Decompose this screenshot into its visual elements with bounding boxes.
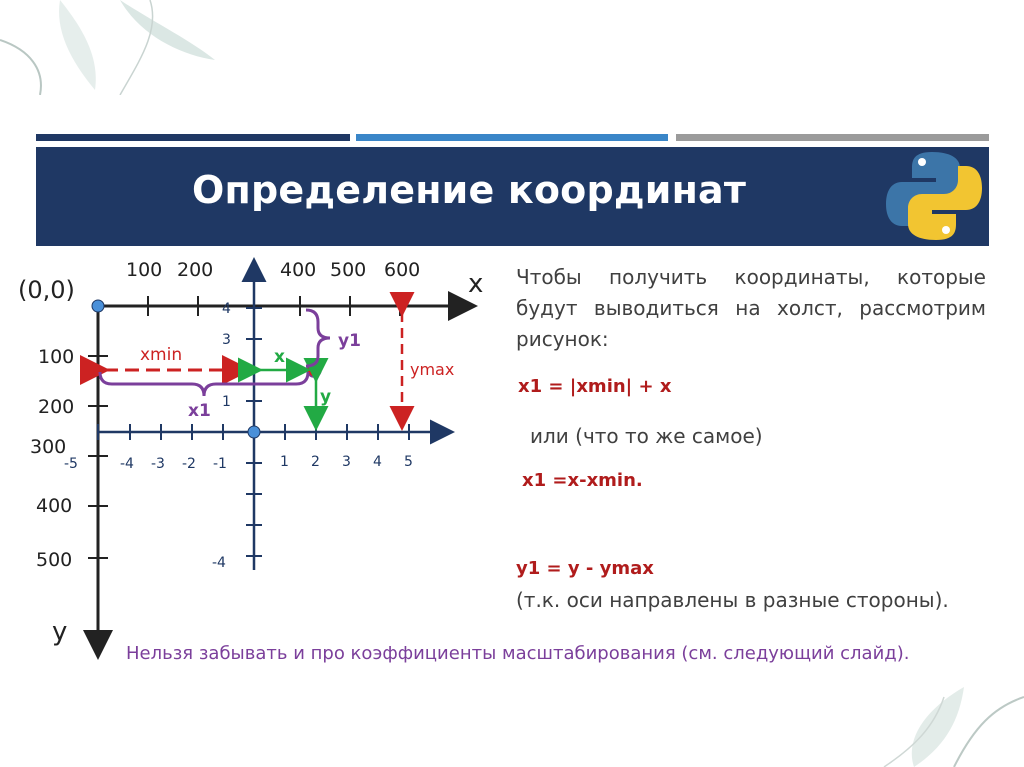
screen-x-tick-label: 100 [126,259,163,281]
intro-text: Чтобы получить координаты, которые будут выводиться на холст, рассмотрим рисунок: [516,265,986,351]
xmin-label: xmin [140,345,183,365]
screen-x-tick-label: 600 [384,259,421,281]
y1-brace [306,310,330,366]
or-same-text: или (что то же самое) [530,424,763,448]
math-y-tick-label: -4 [212,555,226,571]
screen-y-tick-label: 100 [38,346,75,368]
slide-title: Определение координат [192,168,747,212]
header-bar-grey [676,134,989,141]
screen-y-tick-label: 400 [36,495,73,517]
math-x-tick-label: 1 [280,454,289,470]
leaf-decoration-top-left [0,0,230,95]
origin-label: (0,0) [18,276,75,304]
math-x-tick-label: -5 [64,456,78,472]
x-label: x [274,347,285,367]
math-x-tick-label: -2 [182,456,196,472]
math-x-tick-label: 5 [404,454,413,470]
formula-x1-alt: x1 =x-xmin. [522,470,643,491]
header-bar-dark [36,134,350,141]
math-x-tick-label: -3 [151,456,165,472]
math-y-tick-label: 2 [222,363,231,379]
origin-point [92,300,104,312]
formula-y1: y1 = y - ymax [516,558,654,579]
y1-label: y1 [338,331,361,351]
math-x-tick-label: -4 [120,456,134,472]
python-logo-icon [884,148,984,244]
math-y-tick-labels [212,301,231,571]
screen-y-tick-label: 200 [38,396,75,418]
math-y-tick-label: 3 [222,332,231,348]
screen-x-tick-labels [126,259,420,281]
screen-y-tick-label: 500 [36,549,73,571]
screen-x-tick-label: 500 [330,259,367,281]
math-y-tick-label: 1 [222,394,231,410]
math-x-tick-label: -1 [213,456,227,472]
screen-x-tick-label: 200 [177,259,214,281]
screen-y-label: y [52,617,68,647]
reason-text: (т.к. оси направлены в разные стороны). [516,588,949,612]
coordinate-diagram [0,250,500,670]
x1-label: x1 [188,401,211,421]
math-origin-point [248,426,260,438]
math-x-tick-label: 4 [373,454,382,470]
formula-x1: x1 = |xmin| + x [518,376,672,397]
screen-x-tick-label: 400 [280,259,317,281]
math-x-tick-label: 3 [342,454,351,470]
screen-y-tick-label: 300 [30,436,67,458]
scaling-note: Нельзя забывать и про коэффициенты масштабирования (см. следующий слайд). [126,643,910,664]
y-label: y [320,387,332,407]
math-x-tick-labels [64,454,413,472]
screen-x-label: x [468,269,484,299]
x1-brace [100,372,308,396]
math-x-tick-label: 2 [311,454,320,470]
leaf-decoration-bottom-right [874,667,1024,767]
header-bar-blue [356,134,668,141]
ymax-label: ymax [410,360,455,379]
math-y-tick-label: 4 [222,301,231,317]
